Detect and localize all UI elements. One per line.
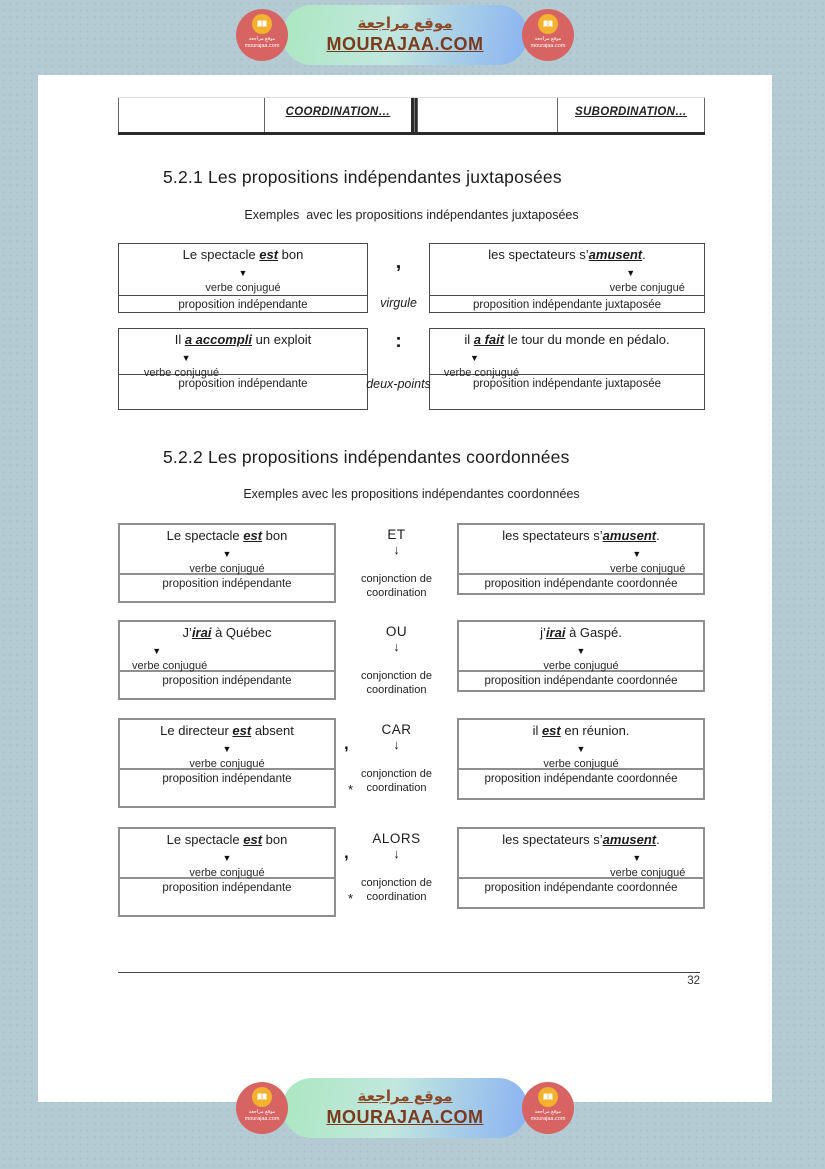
example-box-right (457, 620, 705, 692)
verb-underlined: est (259, 247, 279, 262)
table-cell-empty (417, 98, 557, 132)
sentence (125, 247, 361, 263)
conjunction-column (336, 523, 457, 600)
footer-rule (118, 972, 700, 973)
clause (430, 329, 704, 379)
down-triangle-icon: ▼ (470, 352, 479, 363)
sentence-post: le tour du monde en pédalo. (504, 332, 670, 347)
down-triangle-icon: ▼ (626, 267, 636, 278)
clause (459, 525, 703, 573)
down-triangle-icon: ▼ (632, 852, 642, 863)
verbe-conjugue-label: verbe conjugué (189, 757, 265, 770)
example-box-right (457, 718, 705, 800)
clause (119, 244, 367, 295)
watermark-pill (282, 5, 528, 65)
verbe-conjugue-label: verbe conjugué (143, 366, 220, 379)
verb-underlined: est (232, 723, 252, 738)
sentence-post: bon (278, 247, 304, 262)
example-box-right (429, 328, 705, 410)
watermark-pill (282, 1078, 528, 1138)
watermark-site-link[interactable]: MOURAJAA.COM (326, 33, 484, 54)
conjunction-label: conjonction de coordination (361, 877, 432, 904)
verbe-conjugue-label: verbe conjugué (610, 562, 686, 575)
section-heading-522: 5.2.2 Les propositions indépendantes coordonnées (163, 447, 570, 467)
example-row (118, 718, 705, 808)
clause (119, 329, 367, 379)
proposition-label: proposition indépendante (120, 573, 334, 601)
verb-underlined: amusent (602, 528, 657, 543)
sentence-post: . (642, 247, 646, 262)
badge-domain-text: mourajaa.com (244, 42, 280, 49)
verb-underlined: a fait (473, 332, 505, 347)
verbe-conjugue-label: verbe conjugué (610, 866, 686, 879)
down-triangle-icon: ▼ (222, 852, 232, 863)
table-cell-empty (118, 98, 264, 132)
badge-arabic-text: موقع مراجعة (534, 1109, 562, 1115)
sentence (436, 332, 698, 348)
page-number: 32 (687, 975, 700, 987)
asterisk-mark: * (348, 891, 354, 906)
example-box-left (118, 718, 336, 808)
verb-underlined: est (243, 832, 263, 847)
punctuation-column (368, 243, 429, 310)
badge-domain-text: mourajaa.com (244, 1115, 280, 1122)
sentence-post: à Québec (211, 625, 272, 640)
proposition-label: proposition indépendante (119, 295, 367, 312)
conjunction-word: OU (385, 624, 408, 639)
book-icon (252, 1087, 272, 1107)
watermark-site-link[interactable]: MOURAJAA.COM (326, 1106, 484, 1127)
sentence-post: à Gaspé. (565, 625, 622, 640)
sentence-pre: il (464, 332, 474, 347)
sentence-post: bon (262, 528, 288, 543)
truncated-table-row (118, 97, 705, 135)
watermark-arabic-title: موقع مراجعة (357, 1087, 453, 1105)
sentence-pre: j’ (540, 625, 546, 640)
verb-underlined: est (243, 528, 263, 543)
mourajaa-logo-badge (522, 1082, 574, 1134)
conjunction-word: ET (387, 527, 406, 542)
comma-mark: , (344, 734, 349, 753)
section-subtitle-522: Exemples avec les propositions indépendantes coordonnées (243, 487, 580, 501)
proposition-label: proposition indépendante coordonnée (459, 877, 703, 907)
badge-domain-text: mourajaa.com (530, 1115, 566, 1122)
punctuation-name: deux-points (366, 377, 431, 391)
proposition-label: proposition indépendante coordonnée (459, 670, 703, 690)
sentence (126, 832, 328, 848)
sentence-post: en réunion. (560, 723, 630, 738)
sentence-post: . (656, 832, 660, 847)
down-triangle-icon: ▼ (576, 645, 586, 656)
down-triangle-icon: ▼ (222, 743, 232, 754)
sentence-pre: Le directeur (160, 723, 233, 738)
verbe-conjugue-label: verbe conjugué (443, 366, 520, 379)
verbe-conjugue-label: verbe conjugué (189, 866, 265, 879)
sentence-pre: il (532, 723, 542, 738)
example-row (118, 328, 705, 410)
verb-underlined: irai (191, 625, 212, 640)
down-triangle-icon: ▼ (576, 743, 586, 754)
verb-underlined: amusent (602, 832, 657, 847)
example-box-left (118, 243, 368, 313)
down-arrow-icon: ↓ (393, 737, 400, 752)
comma-mark: , (344, 843, 349, 862)
punctuation-name: virgule (380, 296, 417, 310)
example-box-left (118, 328, 368, 410)
down-triangle-icon: ▼ (632, 548, 642, 559)
badge-arabic-text: موقع مراجعة (248, 36, 276, 42)
conjunction-label: conjonction de coordination (361, 768, 432, 795)
sentence-pre: J’ (182, 625, 192, 640)
sentence-post: un exploit (252, 332, 312, 347)
proposition-label: proposition indépendante (119, 374, 367, 409)
sentence-pre: Il (174, 332, 185, 347)
verbe-conjugue-label: verbe conjugué (132, 659, 208, 672)
table-cell-coordination: COORDINATION… (264, 98, 411, 132)
conjunction-label: conjonction de coordination (361, 573, 432, 600)
asterisk-mark: * (348, 782, 354, 797)
sentence (465, 625, 697, 641)
verbe-conjugue-label: verbe conjugué (543, 757, 619, 770)
example-box-right (429, 243, 705, 313)
example-box-left (118, 827, 336, 917)
proposition-label: proposition indépendante (120, 768, 334, 806)
example-box-right (457, 523, 705, 595)
proposition-label: proposition indépendante (120, 877, 334, 915)
verb-underlined: amusent (588, 247, 643, 262)
table-cell-subordination: SUBORDINATION… (557, 98, 705, 132)
clause (459, 622, 703, 670)
proposition-label: proposition indépendante juxtaposée (430, 374, 704, 409)
example-row (118, 243, 705, 313)
watermark-banner-top (236, 5, 574, 65)
punctuation-symbol: : (395, 331, 402, 352)
sentence (126, 625, 328, 641)
verb-underlined: est (541, 723, 561, 738)
mourajaa-logo-badge (236, 9, 288, 61)
verb-underlined: irai (545, 625, 566, 640)
clause (120, 622, 334, 670)
sentence (126, 528, 328, 544)
conjunction-column (336, 827, 457, 906)
clause (459, 829, 703, 877)
book-icon (252, 14, 272, 34)
sentence (465, 528, 697, 544)
badge-arabic-text: موقع مراجعة (248, 1109, 276, 1115)
punctuation-column (366, 328, 431, 391)
conjunction-label: conjonction de coordination (361, 670, 432, 697)
sentence-pre: Le spectacle (166, 528, 244, 543)
sentence-post: absent (251, 723, 294, 738)
sentence-pre: les spectateurs s’ (502, 528, 603, 543)
badge-arabic-text: موقع مراجعة (534, 36, 562, 42)
section-heading-521: 5.2.1 Les propositions indépendantes juxtaposées (163, 167, 562, 187)
down-arrow-icon: ↓ (393, 639, 400, 654)
conjunction-column (336, 620, 457, 697)
conjunction-word: CAR (381, 722, 412, 737)
sentence (465, 832, 697, 848)
conjunction-column (336, 718, 457, 797)
verbe-conjugue-label: verbe conjugué (205, 281, 281, 294)
sentence-pre: Le spectacle (182, 247, 260, 262)
down-triangle-icon: ▼ (238, 267, 248, 278)
verbe-conjugue-label: verbe conjugué (189, 562, 265, 575)
down-triangle-icon: ▼ (152, 645, 162, 656)
proposition-label: proposition indépendante juxtaposée (430, 295, 704, 312)
down-triangle-icon: ▼ (222, 548, 232, 559)
sentence-post: bon (262, 832, 288, 847)
example-row (118, 620, 705, 700)
example-row (118, 827, 705, 917)
document-page (38, 75, 772, 1102)
proposition-label: proposition indépendante coordonnée (459, 768, 703, 798)
watermark-banner-bottom (236, 1078, 574, 1138)
punctuation-symbol: , (395, 252, 402, 273)
example-box-left (118, 523, 336, 603)
verbe-conjugue-label: verbe conjugué (609, 281, 685, 294)
mourajaa-logo-badge (236, 1082, 288, 1134)
conjunction-word: ALORS (372, 831, 421, 846)
badge-domain-text: mourajaa.com (530, 42, 566, 49)
watermark-arabic-title: موقع مراجعة (357, 14, 453, 32)
down-arrow-icon: ↓ (393, 846, 400, 861)
example-row (118, 523, 705, 603)
book-icon (538, 1087, 558, 1107)
verb-underlined: a accompli (184, 332, 253, 347)
sentence (436, 247, 698, 263)
sentence-pre: les spectateurs s’ (502, 832, 603, 847)
down-triangle-icon: ▼ (181, 352, 191, 363)
clause (430, 244, 704, 295)
proposition-label: proposition indépendante (120, 670, 334, 698)
clause (120, 829, 334, 877)
verbe-conjugue-label: verbe conjugué (543, 659, 619, 672)
proposition-label: proposition indépendante coordonnée (459, 573, 703, 593)
clause (459, 720, 703, 768)
example-box-left (118, 620, 336, 700)
sentence-post: . (656, 528, 660, 543)
section-subtitle-521: Exemples avec les propositions indépendantes juxtaposées (244, 208, 579, 222)
mourajaa-logo-badge (522, 9, 574, 61)
clause (120, 525, 334, 573)
sentence (126, 723, 328, 739)
book-icon (538, 14, 558, 34)
sentence (125, 332, 361, 348)
clause (120, 720, 334, 768)
sentence (465, 723, 697, 739)
sentence-pre: les spectateurs s’ (488, 247, 589, 262)
sentence-pre: Le spectacle (166, 832, 244, 847)
down-arrow-icon: ↓ (393, 542, 400, 557)
example-box-right (457, 827, 705, 909)
